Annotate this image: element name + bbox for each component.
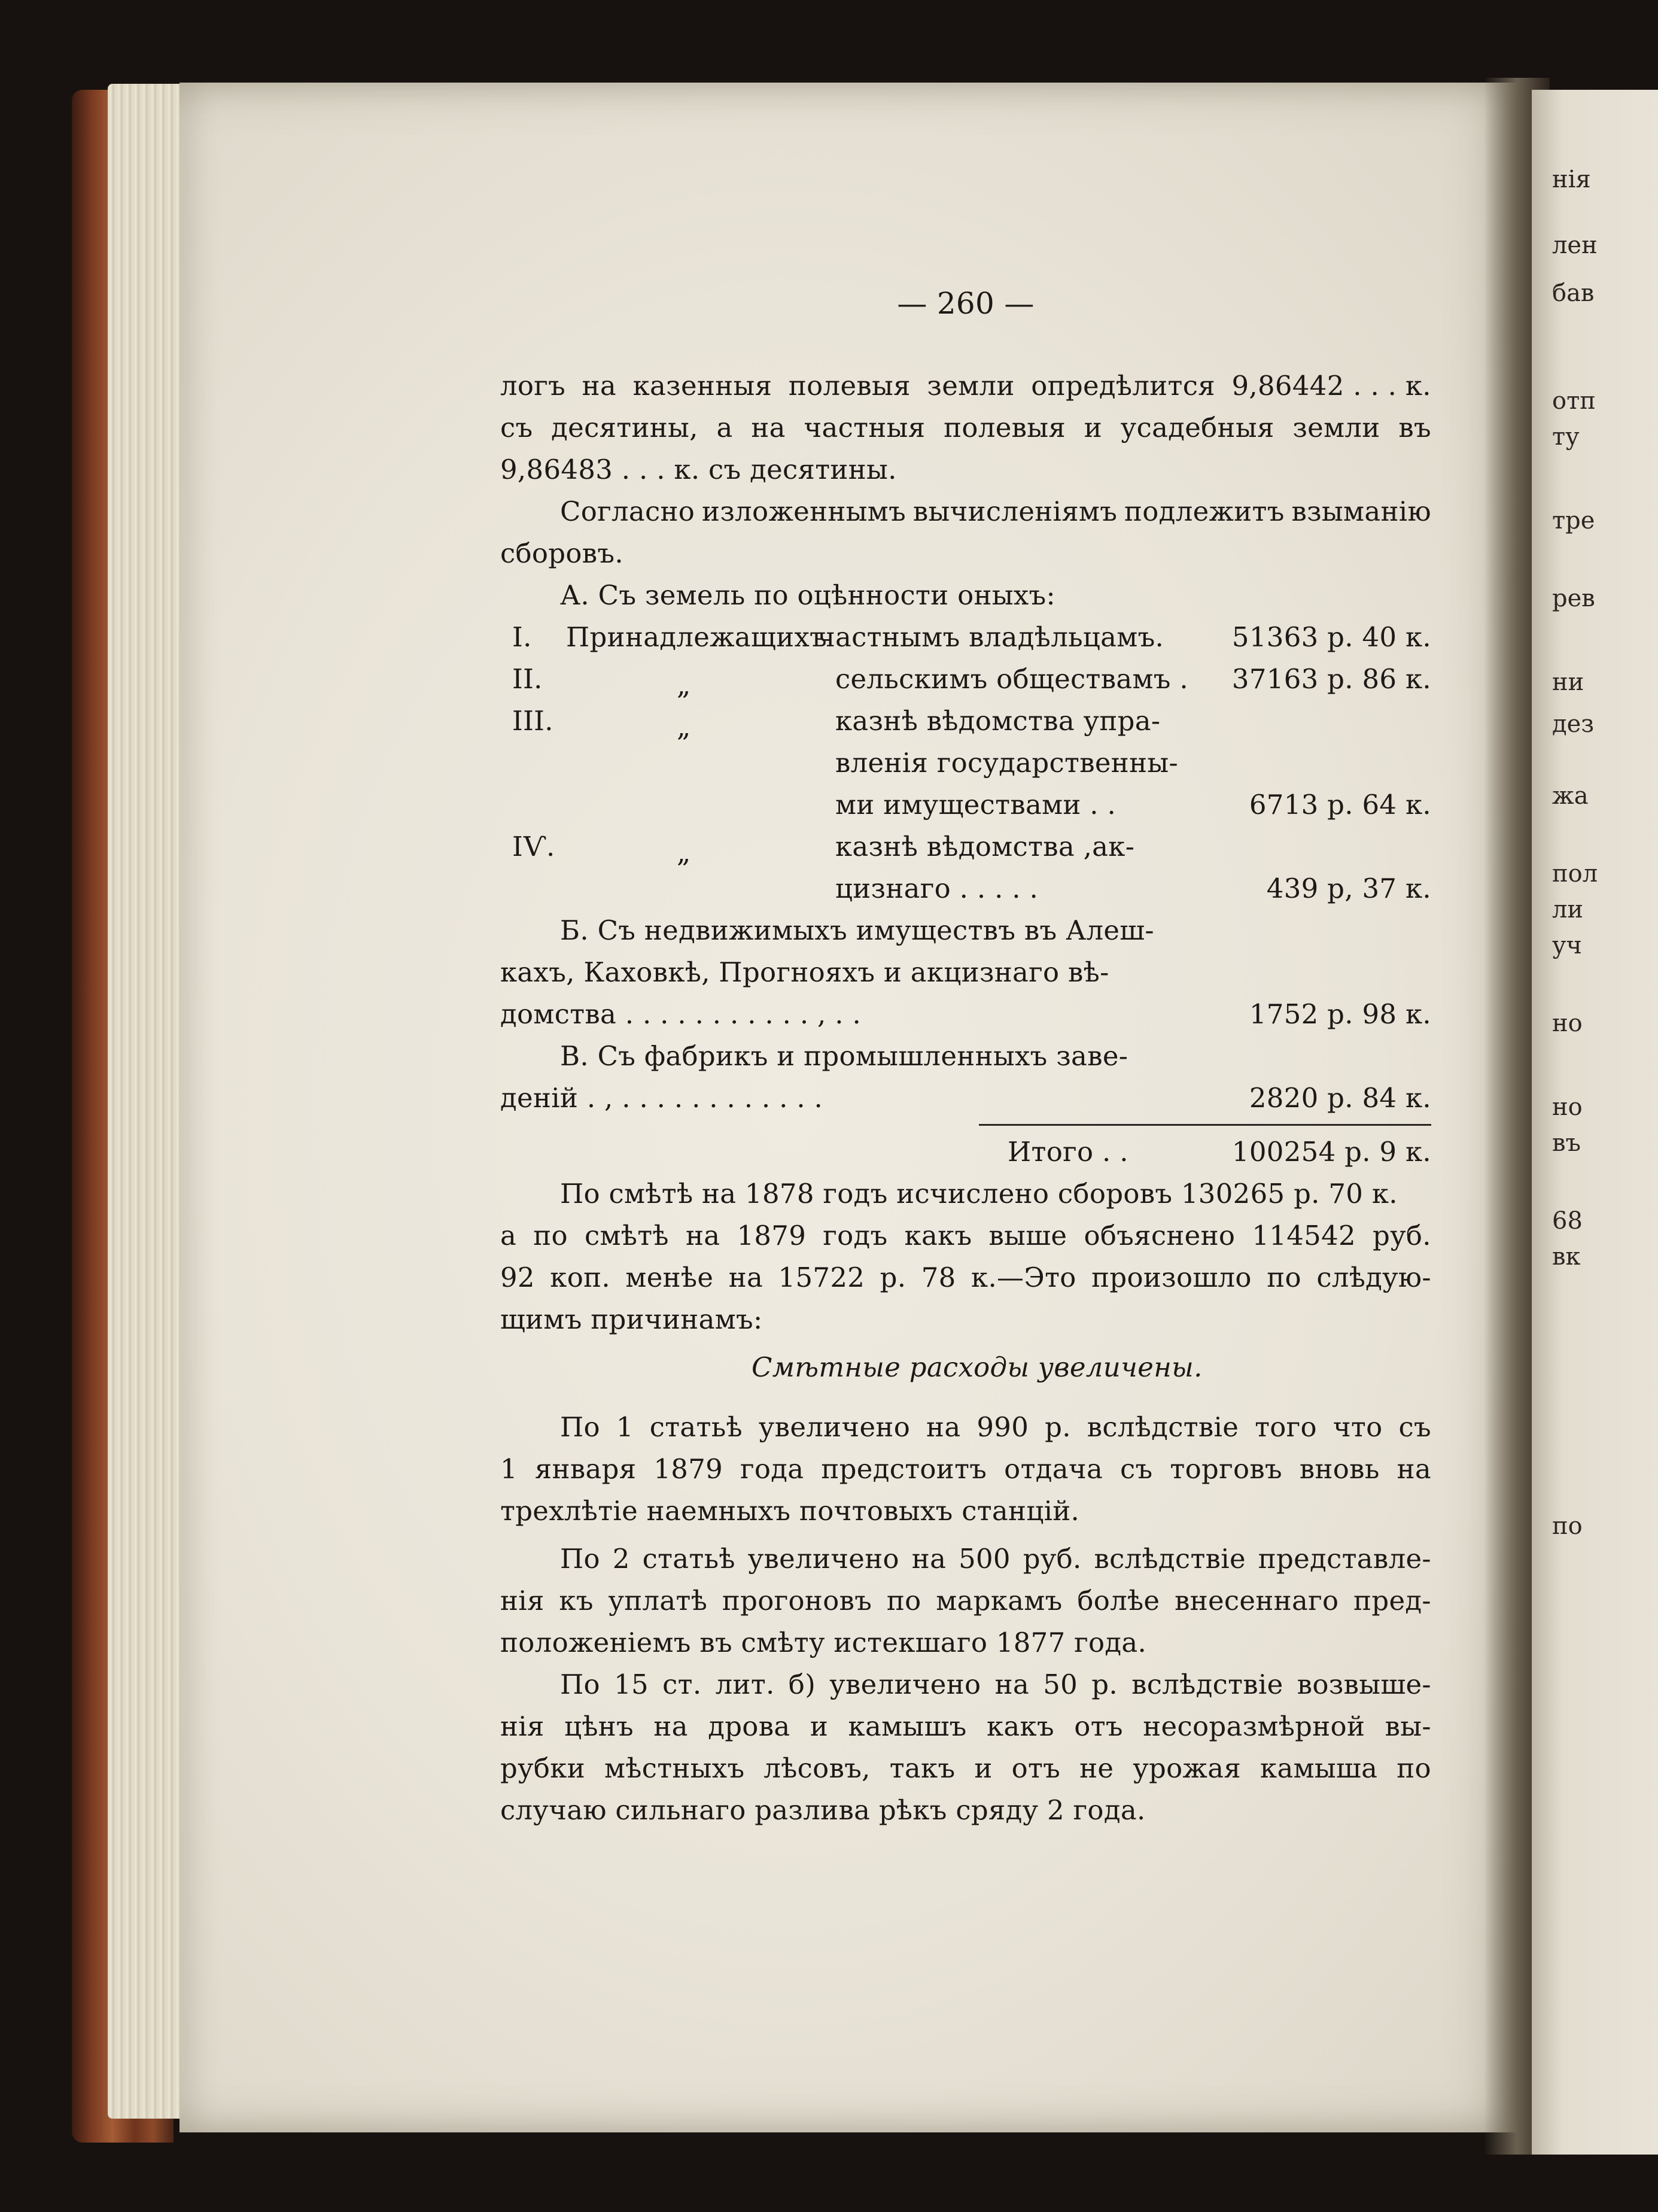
para5-line2 [500, 1585, 1431, 1617]
para1-line3: 9,86483 . . . к. съ десятины. [500, 454, 897, 485]
word: а [716, 412, 733, 443]
facing-page-word: ту [1552, 423, 1580, 451]
section-b-amount: 1752 р. 98 к. [1249, 998, 1431, 1030]
word: и [1084, 412, 1103, 443]
section-v-line1: В. Съ фабрикъ и промышленныхъ заве- [560, 1040, 1128, 1072]
word: По [560, 1411, 600, 1443]
word: какъ [904, 1220, 972, 1251]
facing-page-word: ни [1552, 669, 1584, 696]
word: лѣсовъ, [763, 1752, 871, 1784]
word: земли [927, 370, 1015, 402]
word: смѣтѣ [584, 1220, 669, 1251]
word: полевыя [944, 412, 1066, 443]
word: какъ [986, 1710, 1054, 1742]
facing-page-word: бав [1552, 279, 1595, 307]
word: вычисленіямъ [912, 496, 1118, 527]
item-1-who: Принадлежащихъ [566, 621, 828, 653]
para3-line1: По смѣтѣ на 1878 годъ исчислено сборовъ 130265 р. 70 к. [560, 1178, 1398, 1210]
word: не [1079, 1752, 1114, 1784]
facing-page-word: въ [1552, 1129, 1581, 1157]
word: цѣнъ [564, 1710, 634, 1742]
item-2-numeral: II. [512, 663, 543, 695]
para6-line1 [560, 1669, 1431, 1700]
word: Согласно [560, 496, 695, 527]
word: 15722 [778, 1262, 865, 1293]
word: рубки [500, 1752, 585, 1784]
word: вслѣдствіе [1087, 1411, 1239, 1443]
word: на [1397, 1453, 1431, 1485]
word: р. [1045, 1411, 1071, 1443]
word: предстоитъ [821, 1453, 987, 1485]
para1-line1 [500, 370, 1431, 402]
para6-line4: случаю сильнаго разлива рѣкъ сряду 2 года. [500, 1794, 1146, 1826]
facing-page-word: отп [1552, 387, 1596, 415]
facing-page-word: но [1552, 1010, 1583, 1037]
total-rule [979, 1124, 1431, 1126]
word: 2 [612, 1543, 630, 1575]
word: р. [880, 1262, 906, 1293]
facing-page-word: нія [1552, 166, 1591, 193]
word: нія [500, 1710, 544, 1742]
word: опредѣлится [1031, 370, 1215, 402]
word: вслѣдствіе [1094, 1543, 1246, 1575]
section-v-line2: деній . , . . . . . . . . . . . . [500, 1082, 823, 1114]
word: на [728, 1262, 763, 1293]
para1-line2 [500, 412, 1431, 443]
word: по [1397, 1752, 1431, 1784]
word: дрова [708, 1710, 790, 1742]
word: отдача [1004, 1453, 1103, 1485]
word: на [926, 1411, 961, 1443]
para4-line2 [500, 1453, 1431, 1485]
word: года [740, 1453, 804, 1485]
facing-page-word: рев [1552, 585, 1595, 612]
word: такъ [889, 1752, 956, 1784]
word: статьѣ [649, 1411, 743, 1443]
word: 92 [500, 1262, 535, 1293]
para3-line4: щимъ причинамъ: [500, 1304, 763, 1335]
word: маркамъ [936, 1585, 1063, 1617]
word: По [560, 1669, 600, 1700]
word: выше [988, 1220, 1067, 1251]
word: 1 [616, 1411, 634, 1443]
word: того [1255, 1411, 1317, 1443]
word: увеличено [829, 1669, 981, 1700]
para2-line2: сборовъ. [500, 537, 623, 569]
word: по [886, 1585, 921, 1617]
word: земли [1292, 412, 1380, 443]
item-3-desc2: вленія государственны- [835, 747, 1178, 779]
word: вслѣдствіе [1131, 1669, 1283, 1700]
facing-page-word: 68 [1552, 1207, 1583, 1235]
word: статьѣ [642, 1543, 735, 1575]
word: лит. [715, 1669, 775, 1700]
word: прогоновъ [722, 1585, 872, 1617]
word: пред- [1353, 1585, 1431, 1617]
word: мѣстныхъ [604, 1752, 745, 1784]
word: внесеннаго [1175, 1585, 1339, 1617]
word: менѣе [625, 1262, 714, 1293]
word: камышъ [848, 1710, 967, 1742]
word: января [534, 1453, 637, 1485]
section-b-line3: домства . . . . . . . . . . . , . . [500, 998, 862, 1030]
word: ст. [662, 1669, 702, 1700]
total-amount: 100254 р. 9 к. [1231, 1136, 1431, 1168]
word: на [653, 1710, 688, 1742]
item-3-numeral: III. [512, 705, 553, 737]
word: на [911, 1543, 947, 1575]
item-2-amount: 37163 р. 86 к. [1231, 663, 1431, 695]
word: увеличено [747, 1543, 899, 1575]
word: 50 [1043, 1669, 1078, 1700]
item-3-amount: 6713 р. 64 к. [1249, 789, 1431, 821]
facing-page-word: лен [1552, 232, 1598, 259]
item-3-desc3: ми имуществами . . [835, 789, 1117, 821]
word: логъ [500, 370, 566, 402]
facing-page-word: по [1552, 1512, 1583, 1540]
facing-page-word: жа [1552, 782, 1589, 810]
word: камыша [1260, 1752, 1378, 1784]
word: отъ [1074, 1710, 1123, 1742]
para5-line3: положеніемъ въ смѣту истекшаго 1877 года. [500, 1627, 1147, 1658]
item-3-ditto: „ [677, 711, 691, 743]
word: представле- [1258, 1543, 1431, 1575]
word: 9,86442 . . . к. [1231, 370, 1431, 402]
item-1-desc: частнымъ владѣльцамъ. [817, 621, 1164, 653]
facing-page-word: но [1552, 1093, 1583, 1121]
word: 78 [921, 1262, 956, 1293]
word: произошло [1091, 1262, 1252, 1293]
word: вы- [1385, 1710, 1431, 1742]
word: а [500, 1220, 517, 1251]
word: по [533, 1220, 568, 1251]
word: подлежитъ [1124, 496, 1285, 527]
word: и [974, 1752, 993, 1784]
word: увеличено [758, 1411, 911, 1443]
word: на [582, 370, 617, 402]
word: 1879 [737, 1220, 807, 1251]
word: урожая [1133, 1752, 1242, 1784]
section-b-line2: кахъ, Каховкѣ, Прогнояхъ и акцизнаго вѣ- [500, 956, 1109, 988]
word: на [685, 1220, 720, 1251]
item-2-desc: сельскимъ обществамъ . [835, 663, 1188, 695]
section-b-line1: Б. Съ недвижимыхъ имуществъ въ Алеш- [560, 914, 1154, 946]
word: 990 [976, 1411, 1029, 1443]
word: уплатѣ [608, 1585, 708, 1617]
item-4-amount: 439 р, 37 к. [1266, 873, 1431, 904]
section-heading: Смѣтные расходы увеличены. [752, 1351, 1203, 1383]
para4-line3: трехлѣтіе наемныхъ почтовыхъ станцій. [500, 1495, 1080, 1527]
item-1-numeral: I. [512, 621, 532, 653]
item-4-desc2: цизнаго . . . . . [835, 873, 1039, 904]
word: 15 [614, 1669, 649, 1700]
word: съ [500, 412, 533, 443]
word: 500 [959, 1543, 1011, 1575]
word: По [560, 1543, 600, 1575]
word: къ [559, 1585, 594, 1617]
word: отъ [1011, 1752, 1061, 1784]
facing-page-word: тре [1552, 507, 1595, 534]
para2-line1 [560, 496, 1431, 527]
word: на [994, 1669, 1030, 1700]
word: р. [1091, 1669, 1118, 1700]
page-number: — 260 — [897, 286, 1035, 321]
word: к.—Это [971, 1262, 1076, 1293]
facing-page-word: уч [1552, 932, 1582, 959]
word: болѣе [1077, 1585, 1160, 1617]
word: руб. [1023, 1543, 1082, 1575]
section-a-heading: А. Съ земель по оцѣнности оныхъ: [560, 579, 1055, 611]
word: несоразмѣрной [1143, 1710, 1365, 1742]
word: съ [1120, 1453, 1153, 1485]
word: десятины, [551, 412, 698, 443]
word: слѣдую- [1316, 1262, 1431, 1293]
para4-line1 [560, 1411, 1431, 1443]
word: на [751, 412, 786, 443]
word: торговъ [1170, 1453, 1282, 1485]
item-1-amount: 51363 р. 40 к. [1231, 621, 1431, 653]
facing-page-word: пол [1552, 860, 1598, 888]
word: въ [1398, 412, 1431, 443]
word: 1879 [653, 1453, 723, 1485]
word: и [810, 1710, 829, 1742]
para3-line2 [500, 1220, 1431, 1251]
word: изложеннымъ [702, 496, 906, 527]
word: вновь [1299, 1453, 1380, 1485]
word: 1 [500, 1453, 518, 1485]
word: нія [500, 1585, 544, 1617]
item-4-desc1: казнѣ вѣдомства ,ак- [835, 831, 1135, 862]
facing-page-word: вк [1552, 1243, 1581, 1271]
word: годъ [823, 1220, 888, 1251]
facing-page-word: дез [1552, 710, 1595, 738]
word: объяснено [1084, 1220, 1236, 1251]
total-label: Итого . . [1008, 1136, 1128, 1168]
item-4-ditto: „ [677, 837, 691, 868]
word: коп. [550, 1262, 610, 1293]
para5-line1 [560, 1543, 1431, 1575]
word: казенныя [632, 370, 772, 402]
word: полевыя [788, 370, 911, 402]
word: возвыше- [1297, 1669, 1431, 1700]
word: что [1333, 1411, 1383, 1443]
word: 114542 [1252, 1220, 1356, 1251]
facing-page-word: ли [1552, 896, 1584, 923]
para6-line3 [500, 1752, 1431, 1784]
word: руб. [1373, 1220, 1431, 1251]
word: б) [788, 1669, 816, 1700]
word: по [1267, 1262, 1301, 1293]
item-3-desc1: казнѣ вѣдомства упра- [835, 705, 1161, 737]
para3-line3 [500, 1262, 1431, 1293]
item-2-ditto: „ [677, 669, 691, 701]
facing-page-fragment [1532, 90, 1658, 2155]
word: съ [1398, 1411, 1431, 1443]
section-v-amount: 2820 р. 84 к. [1249, 1082, 1431, 1114]
item-4-numeral: IѴ. [512, 831, 555, 862]
para6-line2 [500, 1710, 1431, 1742]
word: частныя [804, 412, 926, 443]
word: усадебныя [1120, 412, 1274, 443]
word: взыманію [1291, 496, 1431, 527]
